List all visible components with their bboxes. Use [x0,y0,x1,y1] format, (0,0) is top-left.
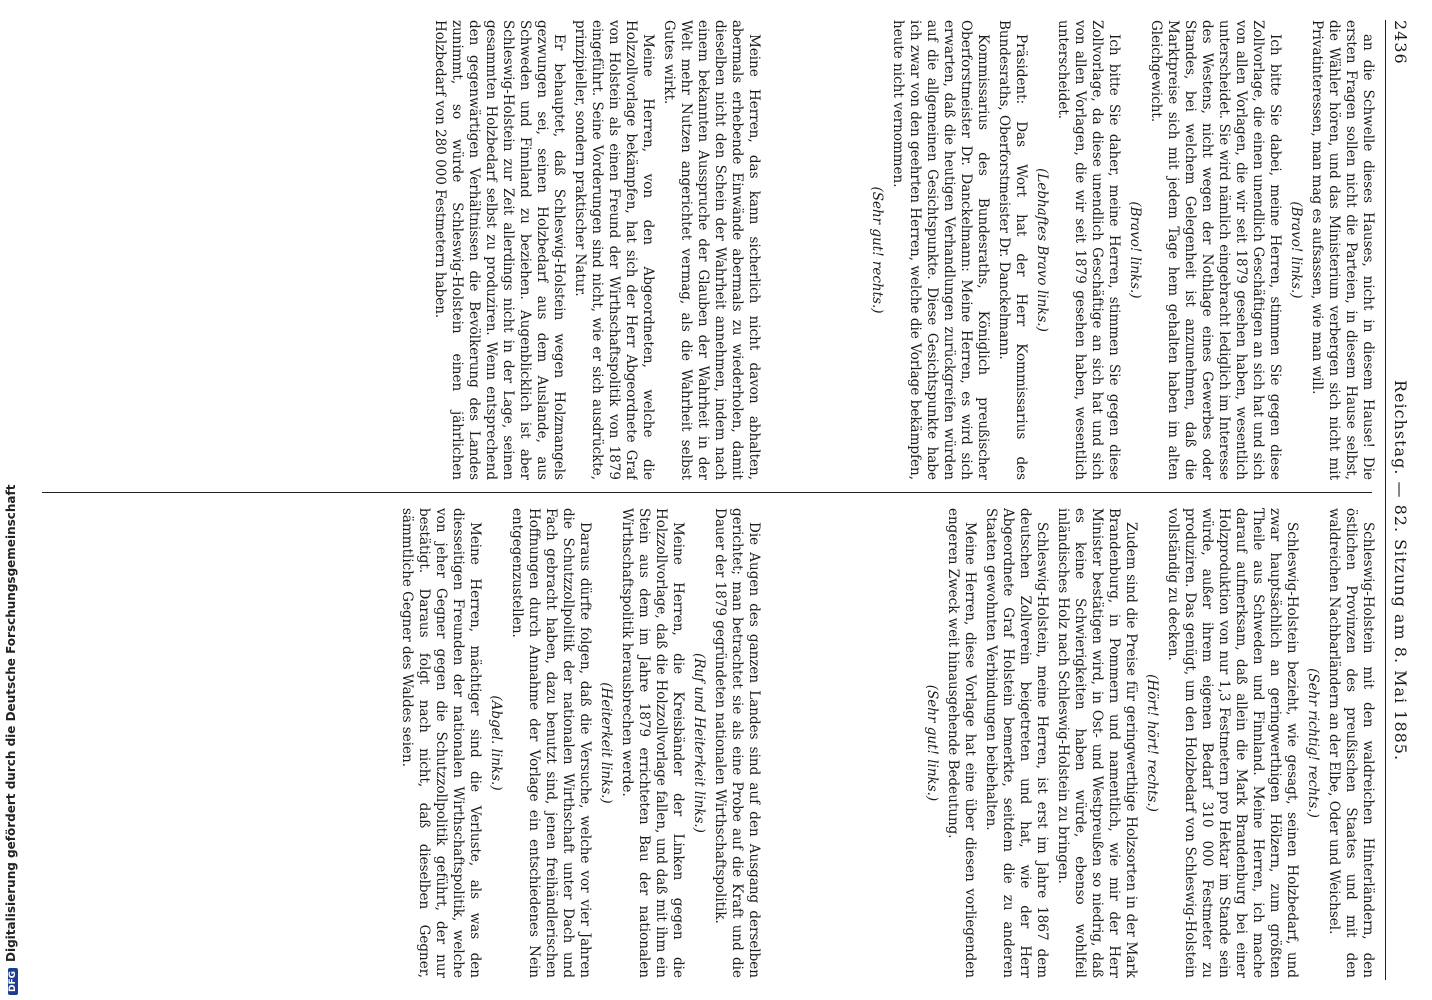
running-title: Reichstag. — 82. Sitzung am 8. Mai 1885. [1391,380,1410,762]
paragraph: Die Augen des ganzen Landes sind auf den Ausgang derselben gerichtet; man betrachtet sie als eine Probe auf die Kraft und die Dauer der 1879 gegründeten nationalen Wirthschaftspolitik. [712,508,762,978]
column-1 [766,20,1376,480]
paragraph: Schleswig-Holstein, meine Herren, ist erst im Jahre 1867 dem deutschen Zollverein beigetreten und hat, wie der Herr Abgeordnete Graf Holstein bemerkte, seitdem die zu anderen Staaten gewohnten Verbindungen beibehalten. [983,508,1050,978]
interjection: (Heiterkeit links.) [598,682,614,804]
footer-text-wrap [4,485,18,995]
paragraph: Kommissarius des Bundesraths, Königlich preußischer Oberforstmeister Dr. Danckelmann: Meine Herren, es wird sich erwarten, daß die heutigen Verhandlungen zurückgreifen würden auf die allgemeinen Gesichtspunkte. Diese Gesichtspunkte habe ich zwar von den geehrten Herren, welche die Vorlage bekämpfen, heute nicht vernommen. [890,20,991,480]
interjection: (Bravo! links.) [1127,201,1143,299]
footer-strip [2,0,20,1000]
interjection: (Abgel. links.) [488,695,504,791]
header-rule [1385,20,1386,980]
center-divider [42,492,1372,493]
paragraph: Meine Herren, das kann sicherlich nicht davon abhalten, abermals erhebende Einwände abermals zu wiederholen, damit dieselben nicht den Schein der Wahrheit annehmen, indem nach einem bekannten Ausspruche der Glauben der Wahrheit in der Welt mehr Nutzen angerichtet vermag, als die Wahrheit selbst Gutes wirkt. [661,20,762,480]
paragraph: Präsident: Das Wort hat der Herr Kommissarius des Bundesraths, Oberforstmeister Dr. Danckelmann. [996,20,1029,480]
column-3 [766,508,1376,978]
interjection: (Sehr gut! rechts.) [869,186,885,314]
interjection: (Bravo! links.) [1288,201,1304,299]
interjection: (Ruf und Heiterkeit links.) [691,653,707,833]
paragraph: Meine Herren, diese Vorlage hat eine über diesen vorliegenden engeren Zweck weit hinausgehende Bedeutung. [945,508,978,978]
footer-credit: Digitalisierung gefördert durch die Deutsche Forschungsgemeinschaft [4,484,18,962]
paragraph: an die Schwelle dieses Hauses, nicht in diesem Hause! Die ersten Fragen sollen nicht die Parteien, in diesem Hause selbst, die Wähler hören, und das Ministerium verbergen sich nicht mit Privatinteressen, man mag es aufsassen, wie man will. [1309,20,1376,480]
paragraph: Schleswig-Holstein bezieht, wie gesagt, seinen Holzbedarf, und zwar hauptsächlich an geringwerthigen Hölzern, zum größten Theile aus Schweden und Finnland. Meine Herren, ich mache darauf aufmerksam, daß allein die Mark Brandenburg bei einer Holzproduktion von nur 1,3 Festmetern pro Hektar im Stande sein würde, außer ihrem eigenen Bedarf 310 000 Festmeter zu produziren. Das genügt, um den Holzbedarf von Schleswig-Holstein vollständig zu decken. [1165,508,1300,978]
paragraph: Meine Herren, mächtiger sind die Verluste, als was den diesseitigen Freunden der nationalen Wirthschaftspolitik, welche von jeher Gegner gegen die Schutzzollpolitik geführt, der nur bestätigt. Daraus folgt nach nicht, daß dieselben Gegner, sämmtliche Gegner des Waldes seien. [399,508,483,978]
paragraph: Daraus dürfte folgen, daß die Versuche, welche vor vier Jahren die Schutzzollpolitik der nationalen Wirthschaft unter Dach und Fach gebracht haben, dazu benutzt sind, jenen freihändlerischen Hoffnungen durch Annahme der Vorlage ein entschiedenes Nein entgegenzustellen. [509,508,593,978]
interjection: (Hört! hört! rechts.) [1144,674,1160,812]
interjection: (Lebhaftes Bravo links.) [1034,168,1050,332]
column-2 [42,20,762,480]
document-sheet [22,0,1432,1000]
running-header [1388,20,1410,980]
paragraph: Ich bitte Sie daher, meine Herren, stimmen Sie gegen diese Zollvorlage, da diese unendlich Geschäftige an sich hat und sich von allen Vorlagen, die wir seit 1879 gesehen haben, wesentlich unterscheidet. [1055,20,1122,480]
paragraph: Er behauptet, daß Schleswig-Holstein wegen Holzmangels gezwungen sei, seinen Holzbedarf aus dem Auslande, aus Schweden und Finnland zu beziehen. Augenblicklich ist aber Schleswig-Holstein zur Zeit allerdings nicht in der Lage, seinen gesammten Holzbedarf selbst zu produziren. Wenn entsprechend den gegenwärtigen Verhältnissen die Bevölkerung des Landes zunimmt, so würde Schleswig-Holstein einen jährlichen Holzbedarf von 280 000 Festmetern haben. [432,20,567,480]
paragraph: Meine Herren, die Kreisbänder der Linken gegen die Holzzollvorlage, daß die Holzzollvorlage fallen, und daß mit ihm ein Stein aus dem im Jahre 1879 errichteten Bau der nationalen Wirthschaftspolitik herausbrechen werde. [619,508,686,978]
paragraph: Zudem sind die Preise für geringwerthige Holzsorten in der Mark Brandenburg, in Pommern und namentlich, wie mir der Herr Minister bestätigen wird, in Ost- und Westpreußen so niedrig, daß es keine Schwierigkeiten haben würde, ebenso wohlfeil inländisches Holz nach Schleswig-Holstein zu bringen. [1055,508,1139,978]
page-number: 2436 [1391,20,1410,65]
dfg-logo: DFG [8,968,18,995]
interjection: (Sehr richtig! rechts.) [1305,668,1321,818]
paragraph: Meine Herren, von den Abgeordneten, welche die Holzzollvorlage bekämpfen, hat sich der Herr Abgeordnete Graf von Holstein als einen Freund der Wirthschaftspolitik von 1879 eingeführt. Seine Vorderungen sind nicht, wie er sich ausdrückte, prinzipieller, sondern praktischer Natur. [572,20,656,480]
paragraph: Ich bitte Sie dabei, meine Herren, stimmen Sie gegen diese Zollvorlage, die einen unendlich Geschäftigen an sich hat und sich von allen Vorlagen, die wir seit 1879 gesehen haben, wesentlich unterscheidet. Sie wird nämlich eingebracht lediglich im Interesse des Westens, nicht wegen der Nothlage eines Gewerbes oder Standes, bei welchem Gelegenheit ist anzunehmen, daß die Marktpreise sich mit jedem Tage hem gehalten haben im alten Gleichgewicht. [1148,20,1283,480]
column-4 [42,508,762,978]
paragraph: Schleswig-Holstein mit den waldreichen Hinterländern, den östlichen Provinzen des preußischen Staates und mit den waldreichen Nachbarländern an der Elbe, Oder und Weichsel. [1326,508,1376,978]
interjection: (Sehr gut! links.) [924,684,940,802]
